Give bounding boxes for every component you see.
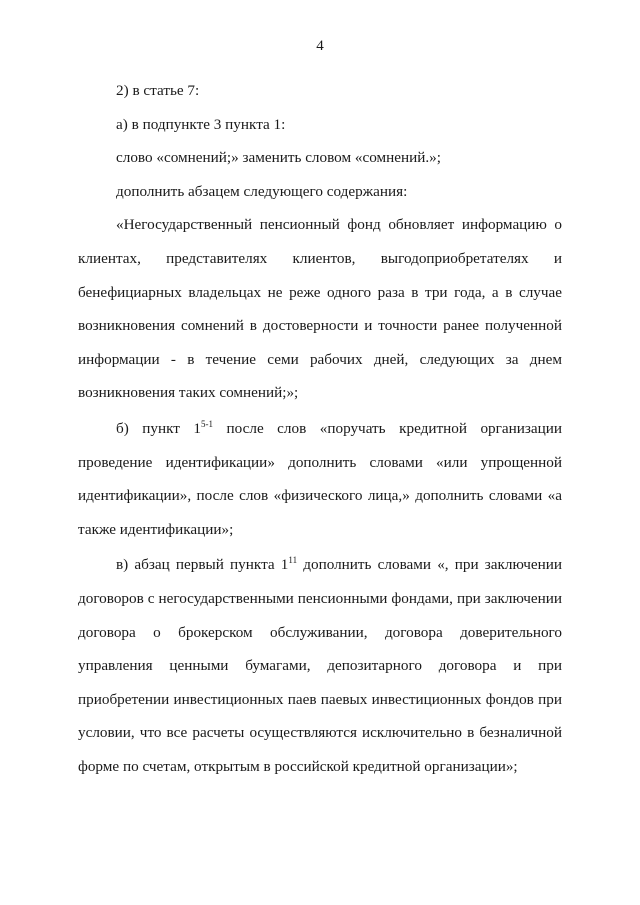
page-number: 4	[316, 38, 324, 54]
paragraph-add-clause: дополнить абзацем следующего содержания:	[116, 182, 408, 200]
subitem-b-superscript: 5-1	[201, 418, 214, 429]
paragraph-subitem-a: а) в подпункте 3 пункта 1:	[116, 115, 286, 133]
subitem-b-text: после слов «поручать кредитной организации проведение идентификации» дополнить словами «или упрощенной идентификации», после слов «физического лица,» дополнить словами «а также идентификации»;	[78, 419, 562, 538]
paragraph-article-7: 2) в статье 7:	[116, 82, 200, 99]
paragraph-quoted-text: «Негосударственный пенсионный фонд обновляет информацию о клиентах, представителях клиентов, выгодоприобретателях и бенефициарных владельцах не реже одного раза в три года, а в случае возникновения сомнений в достоверности и точности ранее полученной информации - в течение семи рабочих дней, следующих за днем возникновения таких сомнений;»;	[78, 216, 562, 402]
paragraph-replace-word: слово «сомнений;» заменить словом «сомнений.»;	[116, 149, 441, 167]
subitem-v-lead: в) абзац первый пункта 1	[116, 556, 289, 574]
paragraph-subitem-b	[78, 412, 562, 546]
subitem-b-lead: б) пункт 1	[116, 419, 202, 437]
subitem-v-superscript: 11	[288, 555, 298, 566]
document-body	[78, 74, 562, 783]
subitem-v-text: дополнить словами «, при заключении договоров с негосударственными пенсионными фондами, при заключении договора о брокерском обслуживании, договора доверительного управления ценными бумагами, депозитарного договора и при приобретении инвестиционных паев паевых инвестиционных фондов при условии, что все расчеты осуществляются исключительно в безналичной форме по счетам, открытым в российской кредитной организации»;	[78, 556, 562, 775]
paragraph-subitem-v	[78, 548, 562, 783]
